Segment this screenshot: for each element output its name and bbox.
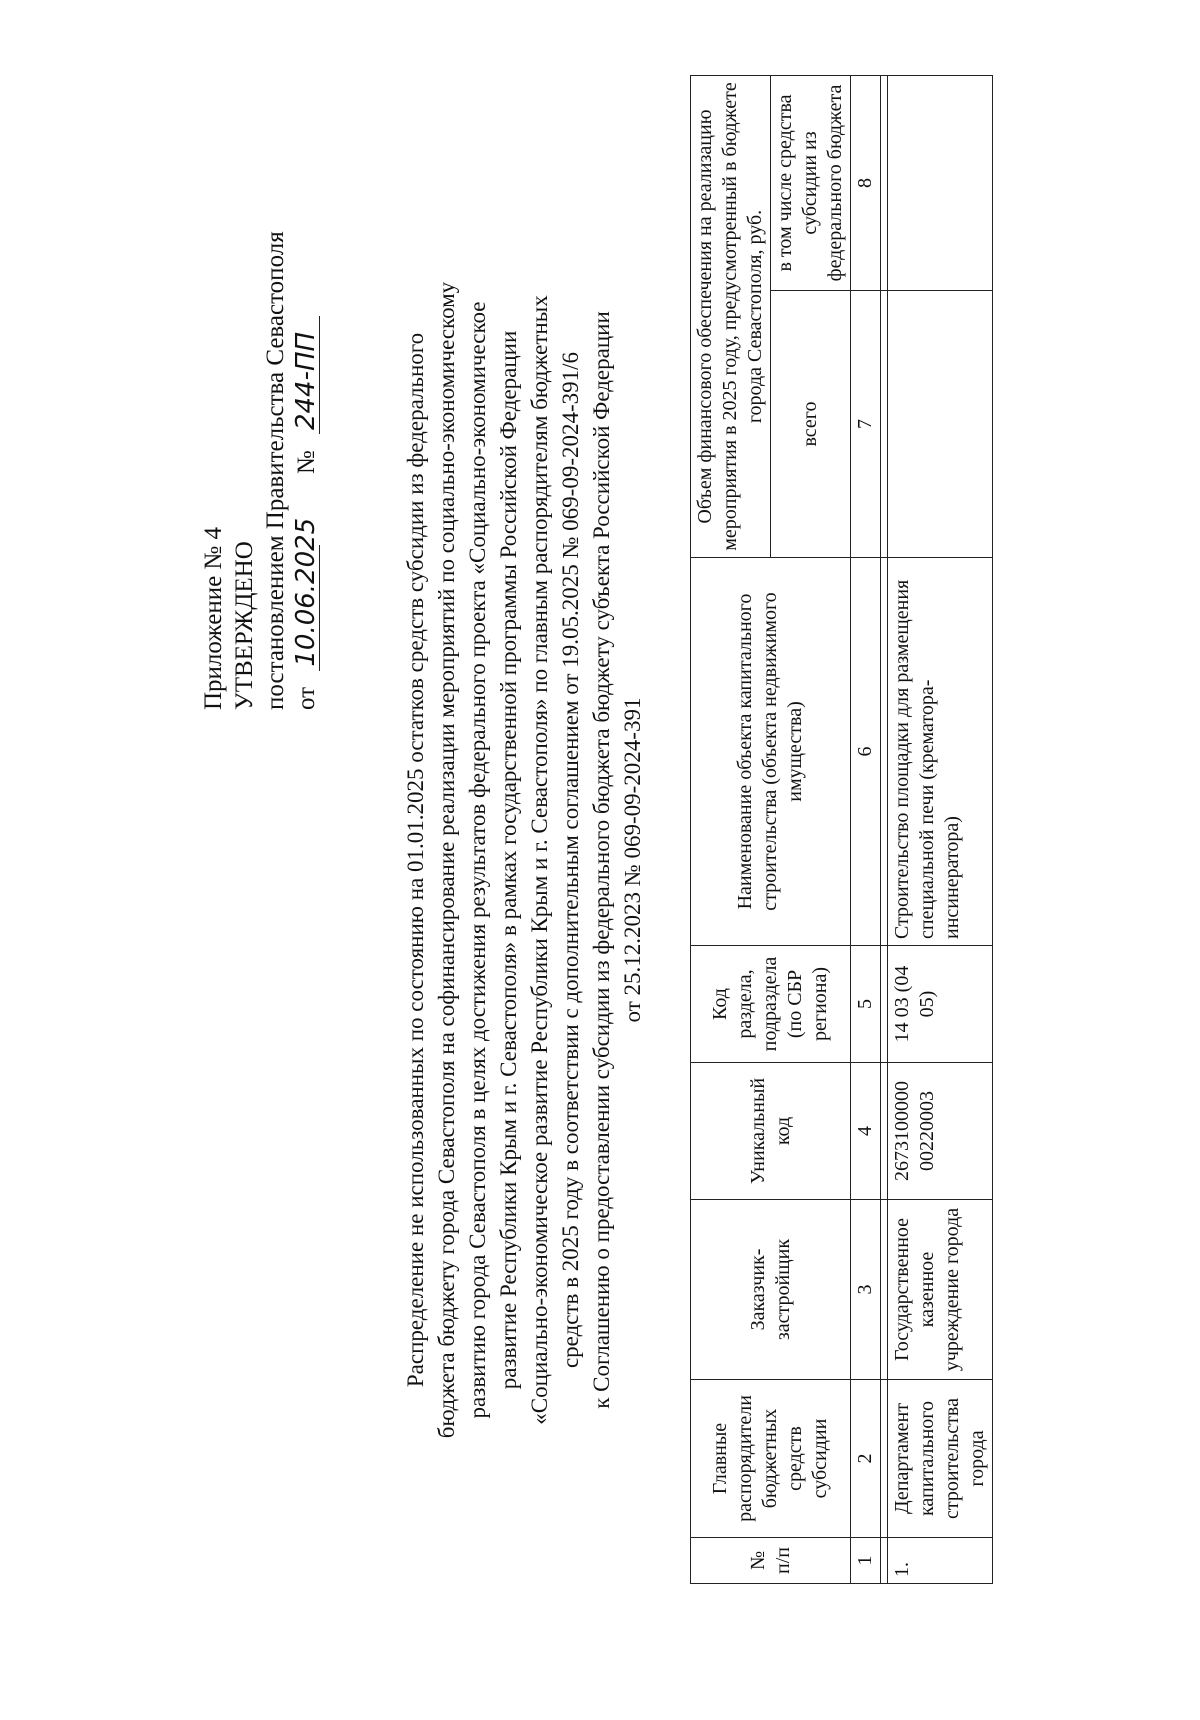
handwritten-number: 244-ПП — [293, 316, 320, 434]
row-num: 1. — [888, 1538, 993, 1584]
header-section: Код раздела, подраздела (по СБР региона) — [691, 946, 851, 1063]
approval-date-line — [291, 150, 322, 710]
number-prefix: № — [293, 450, 320, 475]
distribution-table — [690, 75, 993, 1584]
header-customer: Заказчик-застройщик — [691, 1200, 851, 1380]
column-numbers-row — [851, 76, 881, 1584]
handwritten-date: 10.06.2025 — [293, 545, 320, 671]
col-number: 4 — [851, 1063, 881, 1200]
row-customer: Государственное казенное учреждение города — [888, 1200, 993, 1380]
approval-block — [198, 150, 322, 710]
heading-line: средств в 2025 году в соответствии с дополнительным соглашением от 19.05.2025 № 069-09-2024-391/6 — [558, 351, 583, 1369]
annex-number: Приложение № 4 — [200, 526, 227, 710]
header-managers: Главные распорядители бюджетных средств субсидии — [691, 1380, 851, 1538]
heading-line: Распределение не использованных по состоянию на 01.01.2025 остатков средств субсидии из федерального — [403, 332, 428, 1388]
heading-line: к Соглашению о предоставлении субсидии из федерального бюджета бюджету субъекта Российской Федерации — [589, 311, 614, 1409]
header-row — [691, 76, 771, 1584]
header-object: Наименование объекта капитального строительства (объекта недвижимого имущества) — [691, 558, 851, 946]
col-number: 1 — [851, 1538, 881, 1584]
header-total: всего — [771, 291, 851, 558]
col-number: 6 — [851, 558, 881, 946]
header-funding: Объем финансового обеспечения на реализацию мероприятия в 2025 году, предусмотренный в бюджете города Севастополя, руб. — [691, 76, 771, 558]
document-heading — [400, 110, 648, 1610]
heading-line: «Социально-экономическое развитие Республики Крым и г. Севастополя» по главным распорядителям бюджетных — [527, 295, 552, 1425]
heading-line: от 25.12.2023 № 069-09-2024-391 — [620, 697, 645, 1023]
row-total — [888, 291, 993, 558]
col-number: 3 — [851, 1200, 881, 1380]
row-code: 2673100000 00220003 — [888, 1063, 993, 1200]
approved-stamp: УТВЕРЖДЕНО — [231, 541, 258, 710]
col-number: 8 — [851, 76, 881, 291]
separator-row — [881, 76, 888, 1584]
approved-by: постановлением Правительства Севастополя — [262, 231, 289, 710]
col-number: 5 — [851, 946, 881, 1063]
col-number: 7 — [851, 291, 881, 558]
row-object: Строительство площадки для размещения специальной печи (крематора-инсинератора) — [888, 558, 993, 946]
heading-line: развитие Республики Крым и г. Севастополя» в рамках государственной программы Российской Федерации — [496, 330, 521, 1390]
row-section: 14 03 (04 05) — [888, 946, 993, 1063]
header-num: № п/п — [691, 1538, 851, 1584]
heading-line: бюджета бюджету города Севастополя на софинансирование реализации мероприятий по социально-экономическому — [434, 281, 459, 1439]
table-row — [888, 76, 993, 1584]
header-code: Уникальный код — [691, 1063, 851, 1200]
row-manager: Департамент капитального строительства города — [888, 1380, 993, 1538]
date-prefix: от — [293, 686, 320, 710]
header-federal: в том числе средства субсидии из федерального бюджета — [771, 76, 851, 291]
col-number: 2 — [851, 1380, 881, 1538]
row-federal — [888, 76, 993, 291]
heading-line: развитию города Севастополя в целях достижения результатов федерального проекта «Социально-экономическое — [465, 301, 490, 1419]
